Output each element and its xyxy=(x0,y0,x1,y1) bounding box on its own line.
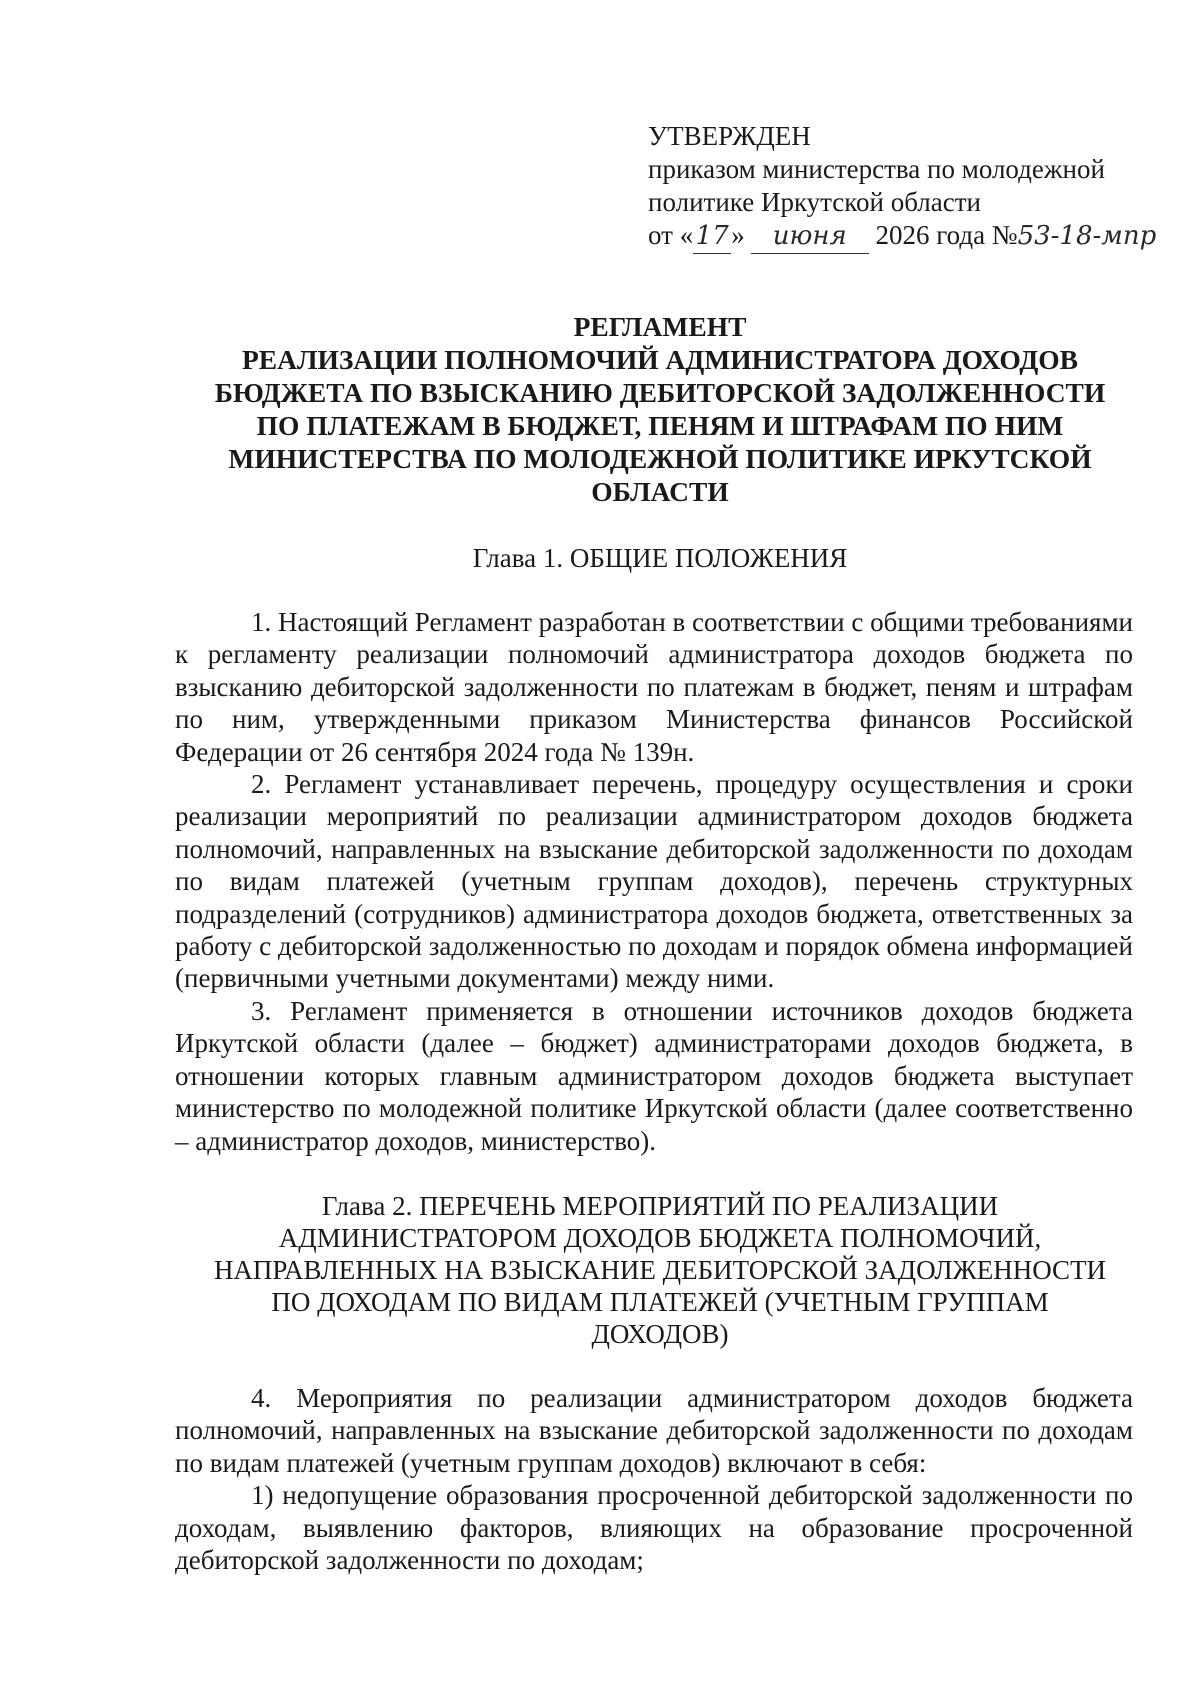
chapter-2-body xyxy=(175,1382,1133,1576)
chapter-1-heading-text: Глава 1. ОБЩИЕ ПОЛОЖЕНИЯ xyxy=(472,543,848,573)
title-line: БЮДЖЕТА ПО ВЗЫСКАНИЮ ДЕБИТОРСКОЙ ЗАДОЛЖЕННОСТИ xyxy=(214,377,1106,408)
paragraph-3: 3. Регламент применяется в отношении источников доходов бюджета Иркутской области (далее – бюджет) администраторами доходов бюджета, в отношении которых главным администратором доходов бюджета выступает министерство по молодежной политике Иркутской области (далее соответственно – администратор доходов, министерство). xyxy=(175,995,1133,1156)
document-title xyxy=(160,310,1160,508)
approval-heading: УТВЕРЖДЕН xyxy=(648,121,811,151)
chapter-2-heading-line: АДМИНИСТРАТОРОМ ДОХОДОВ БЮДЖЕТА ПОЛНОМОЧИЙ, xyxy=(278,1223,1042,1253)
date-day-close: » xyxy=(731,220,745,250)
approval-line-order: приказом министерства по молодежной xyxy=(648,154,1105,184)
chapter-2-heading-line: ПО ДОХОДАМ ПО ВИДАМ ПЛАТЕЖЕЙ (УЧЕТНЫМ ГРУППАМ xyxy=(271,1287,1049,1317)
paragraph-4-item-1: 1) недопущение образования просроченной дебиторской задолженности по доходам, выявлению факторов, влияющих на образование просроченной дебиторской задолженности по доходам; xyxy=(175,1480,1133,1576)
approval-date-line xyxy=(648,219,1156,254)
paragraph-1: 1. Настоящий Регламент разработан в соответствии с общими требованиями к регламенту реализации полномочий администратора доходов бюджета по взысканию дебиторской задолженности по платежам в бюджет, пеням и штрафам по ним, утвержденными приказом Министерства финансов Российской Федерации от 26 сентября 2024 года № 139н. xyxy=(175,607,1133,767)
chapter-2-heading xyxy=(160,1190,1160,1350)
title-line: РЕГЛАМЕНТ xyxy=(573,311,747,342)
approval-stamp xyxy=(648,120,1156,254)
chapter-2-heading-line: Глава 2. ПЕРЕЧЕНЬ МЕРОПРИЯТИЙ ПО РЕАЛИЗАЦИИ xyxy=(321,1191,999,1221)
title-line: ПО ПЛАТЕЖАМ В БЮДЖЕТ, ПЕНЯМ И ШТРАФАМ ПО НИМ xyxy=(256,410,1064,441)
title-line: ОБЛАСТИ xyxy=(591,476,729,507)
handwritten-day: 17 xyxy=(693,220,731,254)
paragraph-4: 4. Мероприятия по реализации администратором доходов бюджета полномочий, направленных на взыскание дебиторской задолженности по доходам по видам платежей (учетным группам доходов) включают в себя: xyxy=(175,1383,1133,1478)
date-year-text: 2026 года № xyxy=(875,220,1018,250)
title-line: РЕАЛИЗАЦИИ ПОЛНОМОЧИЙ АДМИНИСТРАТОРА ДОХОДОВ xyxy=(242,344,1078,375)
paragraph-2: 2. Регламент устанавливает перечень, процедуру осуществления и сроки реализации мероприятий по реализации администратором доходов бюджета полномочий, направленных на взыскание дебиторской задолженности по доходам по видам платежей (учетным группам доходов), перечень структурных подразделений (сотрудников) администратора доходов бюджета, ответственных за работу с дебиторской задолженностью по доходам и порядок обмена информацией (первичными учетными документами) между ними. xyxy=(175,769,1133,994)
chapter-1-body xyxy=(175,606,1133,1157)
date-prefix: от « xyxy=(648,220,694,250)
approval-line-region: политике Иркутской области xyxy=(648,187,981,217)
title-line: МИНИСТЕРСТВА ПО МОЛОДЕЖНОЙ ПОЛИТИКЕ ИРКУТСКОЙ xyxy=(228,443,1092,474)
handwritten-month: июня xyxy=(751,220,869,254)
chapter-2-heading-line: НАПРАВЛЕННЫХ НА ВЗЫСКАНИЕ ДЕБИТОРСКОЙ ЗАДОЛЖЕННОСТИ xyxy=(213,1255,1107,1285)
chapter-1-heading xyxy=(160,542,1160,574)
handwritten-order-number: 53-18-мпр xyxy=(1017,221,1157,251)
chapter-2-heading-line: ДОХОДОВ) xyxy=(591,1319,729,1349)
